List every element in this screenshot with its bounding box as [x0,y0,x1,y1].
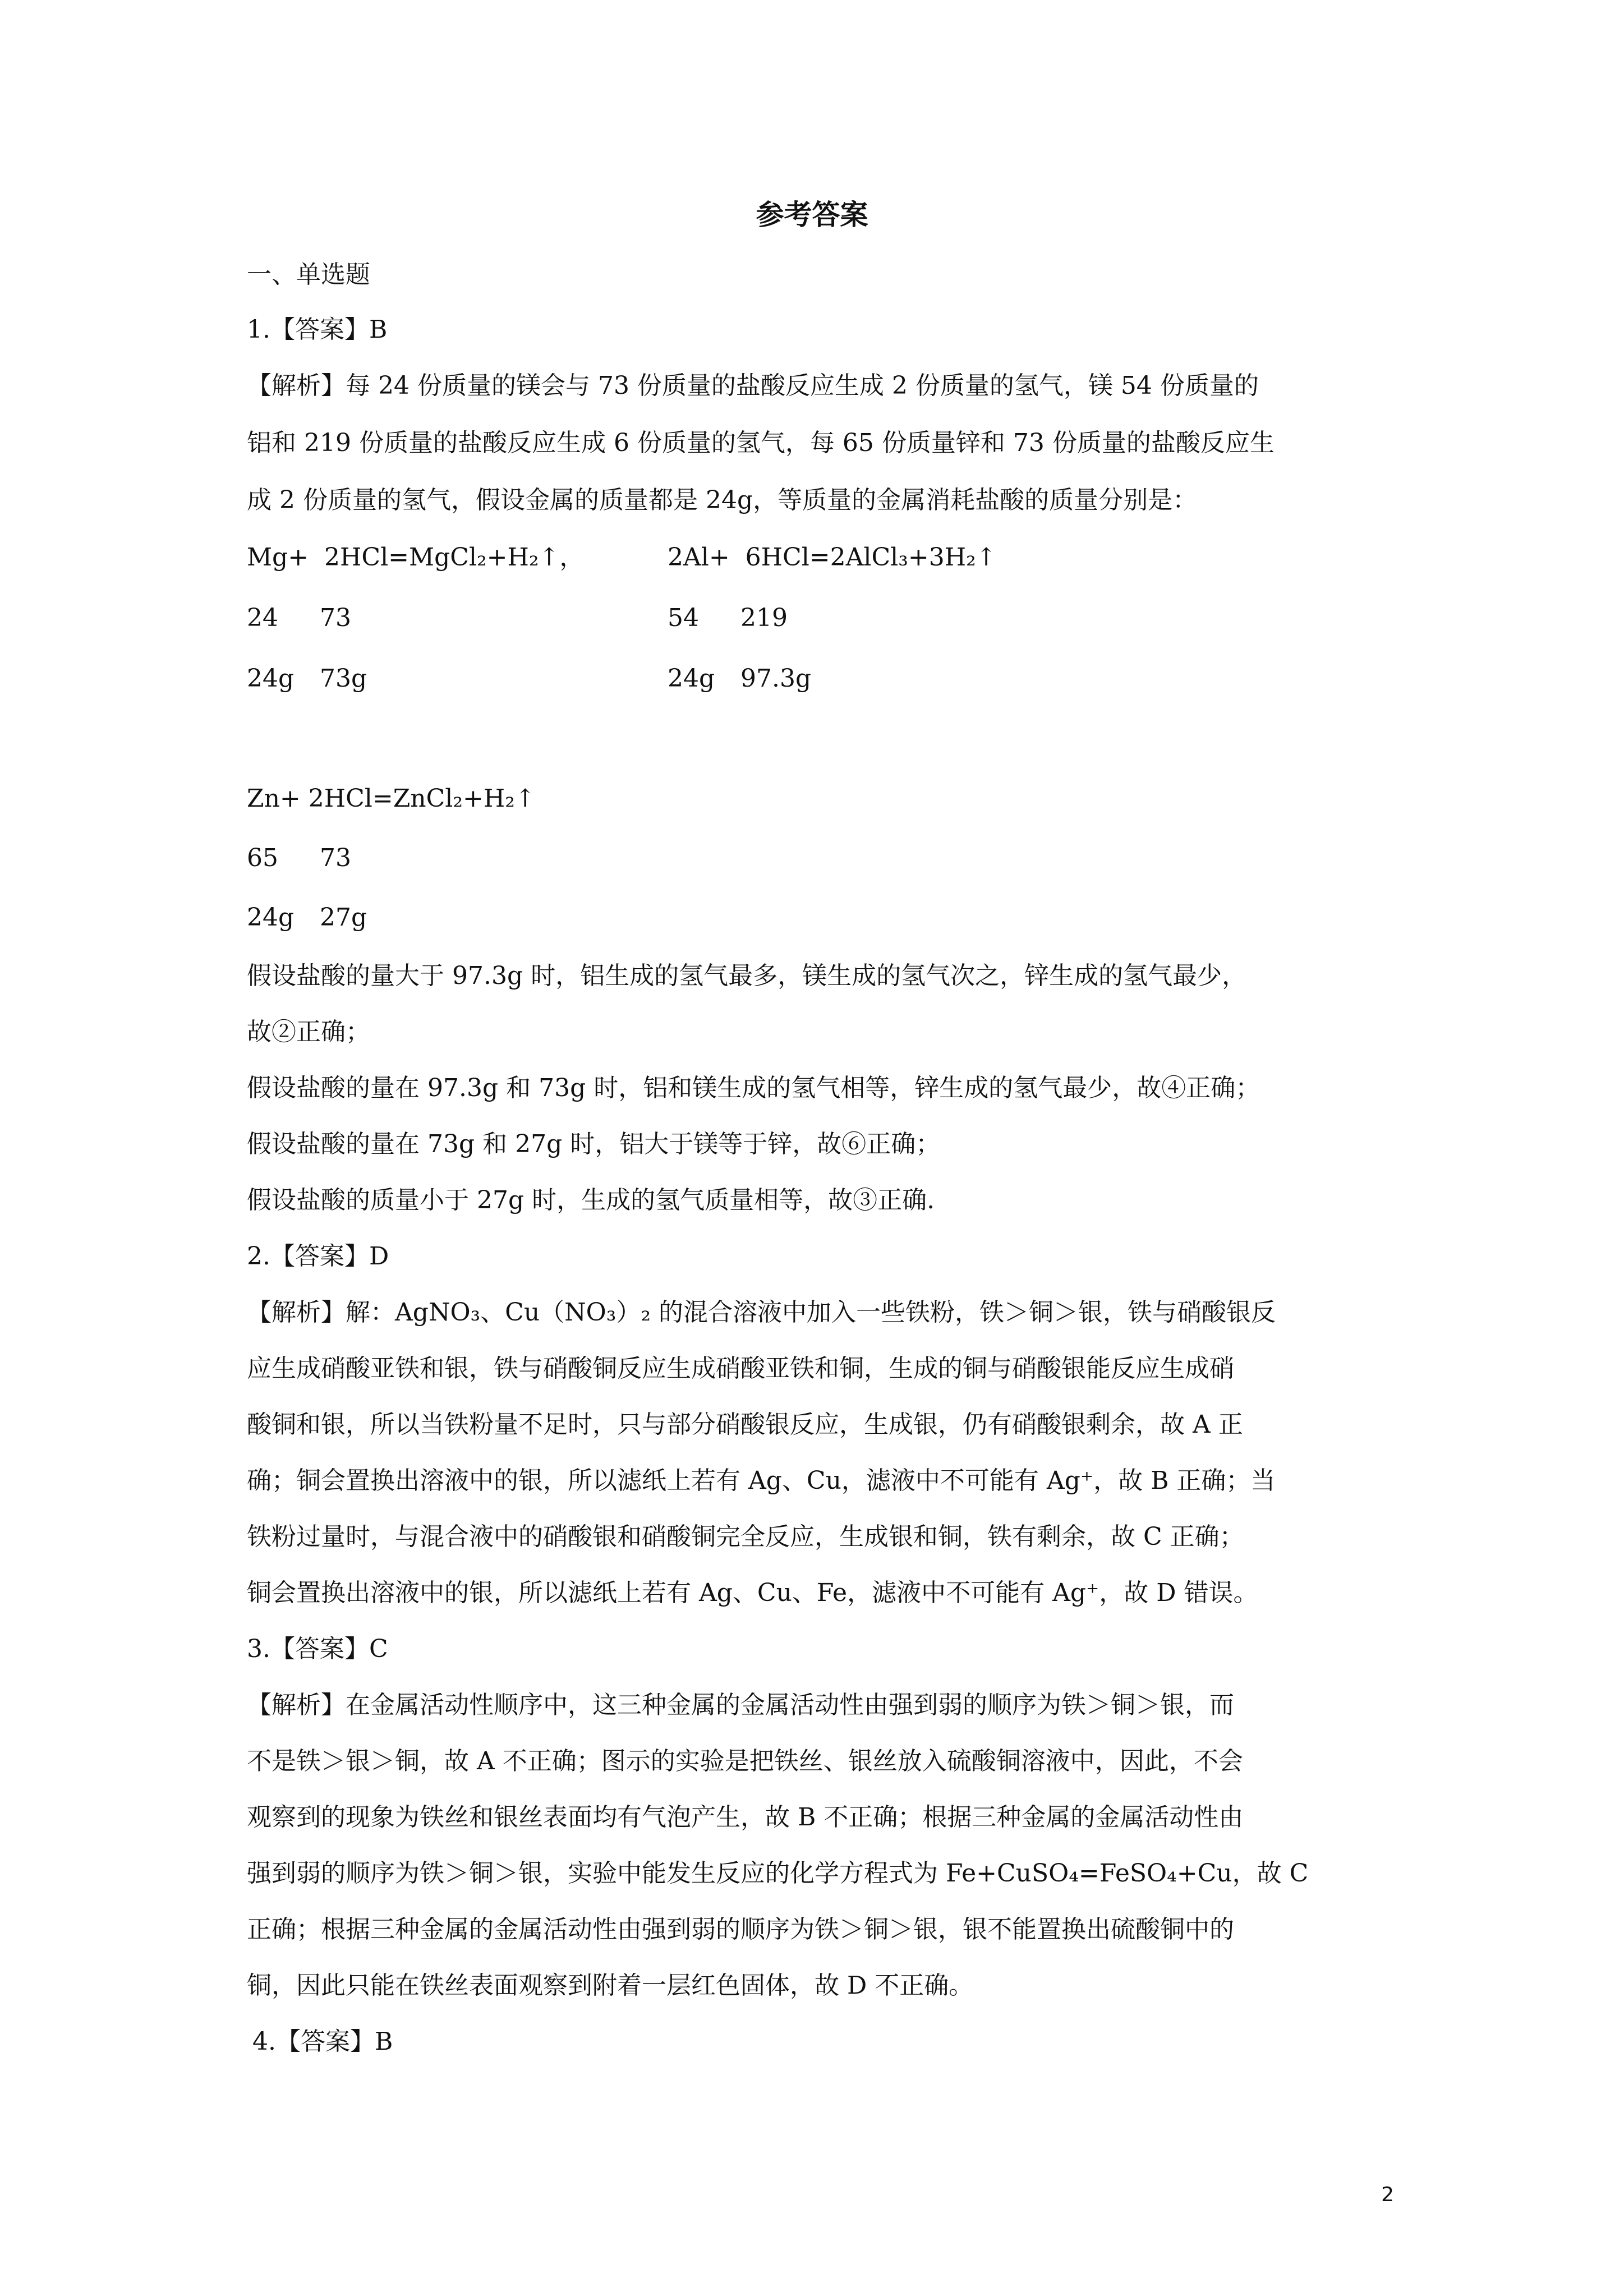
q2-analysis-line: 酸铜和银，所以当铁粉量不足时，只与部分硝酸银反应，生成银，仍有硝酸银剩余，故 A 正 [247,1410,1243,1439]
q1-conclusion-line: 假设盐酸的量大于 97.3g 时，铝生成的氢气最多，镁生成的氢气次之，锌生成的氢气最少， [247,961,1247,990]
q1-conclusion-line: 假设盐酸的量在 97.3g 和 73g 时，铝和镁生成的氢气相等，锌生成的氢气最少，故④正确； [247,1074,1260,1102]
mass-cell: 24g [247,664,295,693]
mass-cell: 27g [320,903,367,932]
section-heading: 一、单选题 [247,260,370,289]
mass-cell: 54 [668,604,699,632]
q1-answer: 1.【答案】B [247,315,388,344]
mass-cell: 65 [247,844,278,872]
mass-row [247,905,367,930]
mass-cell: 73 [320,604,351,632]
q2-analysis-line: 铁粉过量时，与混合液中的硝酸银和硝酸铜完全反应，生成银和铜，铁有剩余，故 C 正确； [247,1522,1244,1551]
q1-conclusion-line: 假设盐酸的质量小于 27g 时，生成的氢气质量相等，故③正确. [247,1186,935,1214]
q2-analysis-line: 确；铜会置换出溶液中的银，所以滤纸上若有 Ag、Cu，滤液中不可能有 Ag⁺，故 B 正确；当 [247,1466,1276,1495]
page-number: 2 [1381,2183,1394,2206]
page-title: 参考答案 [756,198,868,231]
mass-cell: 219 [740,604,788,632]
q1-analysis-line: 【解析】每 24 份质量的镁会与 73 份质量的盐酸反应生成 2 份质量的氢气，镁 54 份质量的 [247,371,1259,400]
q3-analysis-line: 正确；根据三种金属的金属活动性由强到弱的顺序为铁＞铜＞银，银不能置换出硫酸铜中的 [247,1915,1234,1944]
q2-analysis-line: 铜会置换出溶液中的银，所以滤纸上若有 Ag、Cu、Fe，滤液中不可能有 Ag⁺，故 D 错误。 [247,1579,1258,1607]
mass-cell: 73g [320,664,367,693]
equation-mg: Mg+ 2HCl=MgCl₂+H₂↑， [247,543,585,572]
q1-conclusion-line: 假设盐酸的量在 73g 和 27g 时，铝大于镁等于锌，故⑥正确； [247,1130,941,1158]
q1-analysis-line: 成 2 份质量的氢气，假设金属的质量都是 24g，等质量的金属消耗盐酸的质量分别是： [247,486,1198,514]
mass-row [247,846,351,871]
q3-analysis-line: 强到弱的顺序为铁＞铜＞银，实验中能发生反应的化学方程式为 Fe+CuSO₄=FeSO₄+Cu，故 C [247,1859,1309,1888]
mass-cell: 24 [247,604,278,632]
mass-cell: 97.3g [740,664,812,693]
q3-answer: 3.【答案】C [247,1635,388,1663]
q2-answer: 2.【答案】D [247,1242,389,1271]
q3-analysis-line: 观察到的现象为铁丝和银丝表面均有气泡产生，故 B 不正确；根据三种金属的金属活动性由 [247,1803,1244,1832]
q3-analysis-line: 【解析】在金属活动性顺序中，这三种金属的金属活动性由强到弱的顺序为铁＞铜＞银，而 [247,1691,1234,1719]
q1-conclusion-line: 故②正确； [247,1018,370,1046]
mass-row [247,606,788,631]
q2-analysis-line: 应生成硝酸亚铁和银，铁与硝酸铜反应生成硝酸亚铁和铜，生成的铜与硝酸银能反应生成硝 [247,1354,1234,1383]
mass-cell: 73 [320,844,351,872]
q3-analysis-line: 铜，因此只能在铁丝表面观察到附着一层红色固体，故 D 不正确。 [247,1971,974,2000]
q2-analysis-line: 【解析】解：AgNO₃、Cu（NO₃）₂ 的混合溶液中加入一些铁粉，铁＞铜＞银，铁与硝酸银反 [247,1298,1276,1327]
q1-analysis-line: 铝和 219 份质量的盐酸反应生成 6 份质量的氢气，每 65 份质量锌和 73 份质量的盐酸反应生 [247,429,1275,457]
q3-analysis-line: 不是铁＞银＞铜，故 A 不正确；图示的实验是把铁丝、银丝放入硫酸铜溶液中，因此，不会 [247,1747,1243,1775]
mass-cell: 24g [668,664,715,693]
equation-zn: Zn+ 2HCl=ZnCl₂+H₂↑ [247,784,536,813]
mass-cell: 24g [247,903,295,932]
equation-row [247,545,997,570]
equation-al: 2Al+ 6HCl=2AlCl₃+3H₂↑ [668,543,997,572]
mass-row [247,666,811,691]
q4-answer: 4.【答案】B [252,2027,393,2056]
